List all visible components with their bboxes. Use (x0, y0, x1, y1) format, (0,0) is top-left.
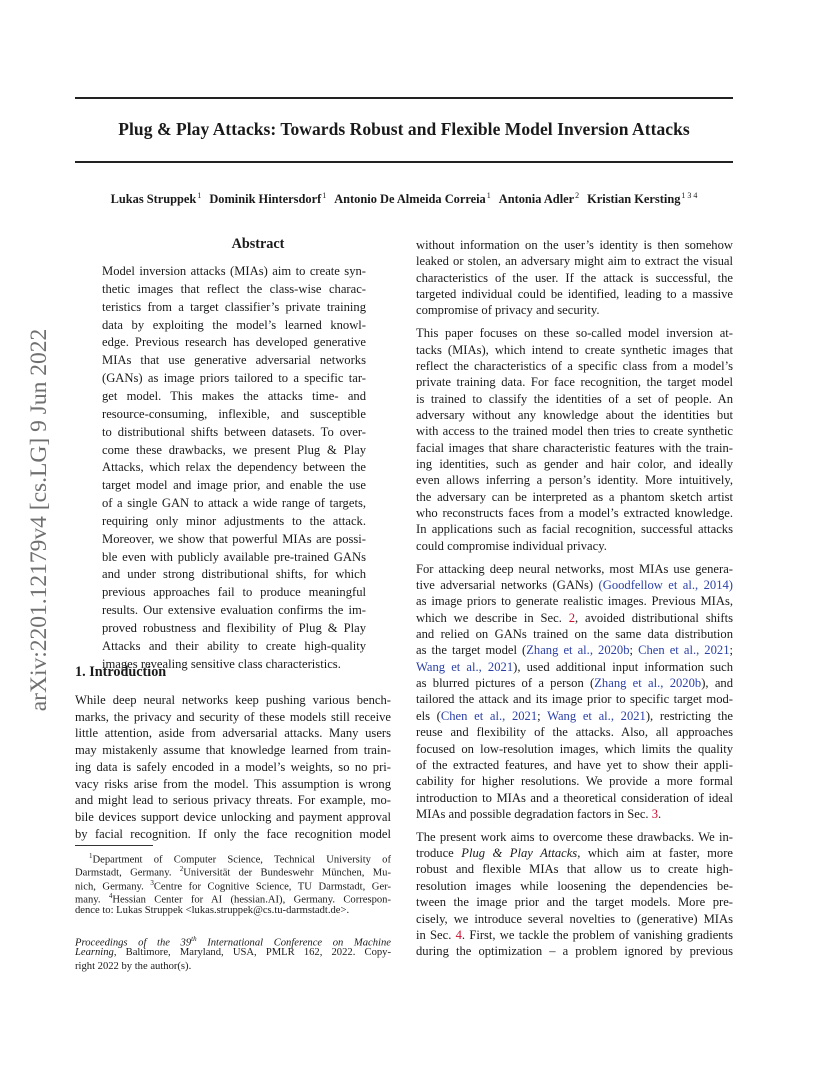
section-reference-link[interactable]: 2 (568, 610, 576, 625)
section-reference-link[interactable]: 4 (455, 927, 462, 942)
text-line: may mistakenly assume that knowledge learned from train- (75, 743, 391, 758)
text-span: characteristics of the user. If the attack is successful, the (416, 270, 733, 285)
text-line: previous approaches fail to produce meaningful (102, 585, 366, 600)
text-line (416, 742, 733, 757)
text-span: , Baltimore, Maryland, USA, PMLR 162, 2022. Copy- (113, 947, 391, 959)
author-name-text: Kristian Kersting (587, 192, 681, 207)
text-span: tailored the attack and its image prior to specific target mod- (416, 692, 733, 707)
text-line: requiring only minor adjustments to the attack. (102, 513, 366, 528)
text-line: Attacks and their ability to create high-quality (102, 638, 366, 653)
text-line: ing data is safely encoded in a model’s weights, so no pri- (75, 759, 391, 774)
text-line (416, 879, 733, 894)
text-span: resolution images while loosening the dependencies be- (416, 878, 733, 893)
text-line: marks, the privacy and security of these models still receive (75, 709, 391, 724)
text-span: as image priors to generate realistic images. Previous MIAs, (416, 594, 733, 609)
text-span: right 2022 by the author(s). (75, 960, 192, 972)
text-span: 1 (89, 852, 93, 860)
text-line (416, 643, 733, 658)
text-line: (GANs) as image priors tailored to a specific tar- (102, 371, 366, 386)
text-line (416, 522, 733, 537)
author-name (587, 192, 697, 206)
text-span: 3 (150, 878, 154, 887)
affiliation-marker: 1 3 4 (681, 191, 698, 200)
text-line (416, 473, 733, 488)
affiliation-marker: 2 (575, 191, 580, 200)
text-span: adversary without any knowledge about the identities but (416, 408, 733, 422)
text-line (416, 441, 733, 456)
text-line (416, 457, 733, 472)
text-line (416, 359, 733, 374)
text-line: Attacks, which relax the dependency between the (102, 460, 366, 475)
text-line (416, 343, 733, 358)
text-span: the adversary can be interpreted as a phantom sketch artist (416, 489, 733, 504)
text-span: This paper focuses on these so-called model inversion at- (416, 326, 733, 341)
text-line (416, 271, 733, 286)
text-line: ble even with publicly available pre-trained GANs (102, 549, 366, 564)
text-span: For attacking deep neural networks, most MIAs use genera- (416, 561, 733, 576)
text-span: could compromise individual privacy. (416, 538, 607, 553)
text-line: come these drawbacks, we present Plug & Play (102, 442, 366, 457)
section-heading-introduction: 1. Introduction (75, 664, 167, 680)
text-span: introduction to MIAs and a theoretical consideration of ideal (416, 790, 733, 805)
text-line (416, 758, 733, 773)
text-span: 4 (108, 892, 113, 901)
text-line (416, 303, 733, 318)
text-line (416, 928, 733, 943)
author-name (499, 192, 579, 206)
text-span: ; (629, 643, 639, 658)
author-name (209, 192, 326, 206)
text-span: , which aim at faster, more (577, 846, 733, 861)
text-line: thetic images that reflect the class-wise charac- (102, 281, 366, 296)
section-reference-link[interactable]: 3 (651, 806, 659, 821)
text-line (416, 660, 733, 675)
text-line (416, 944, 733, 959)
citation-link[interactable]: Wang et al., 2021 (547, 708, 646, 723)
text-span: , avoided distributional shifts (575, 610, 733, 625)
text-line (416, 830, 733, 845)
text-line: bile devices support device unlocking and payment approval (75, 809, 391, 824)
text-line: MIAs that use generative adversarial networks (102, 353, 366, 368)
paper-title: Plug & Play Attacks: Towards Robust and Flexible Model Inversion Attacks (118, 119, 690, 139)
text-span: The present work aims to overcome these drawbacks. We in- (416, 829, 733, 844)
text-line (416, 562, 733, 577)
text-span: 2 (179, 865, 184, 874)
text-line (416, 676, 733, 691)
text-line: vacy risks arise from the model. This assumption is wrong (75, 776, 391, 791)
text-span: ), restricting the (645, 708, 733, 723)
text-line (416, 862, 733, 877)
text-span: as blurred pictures of a person ( (416, 676, 595, 691)
text-span: els ( (416, 708, 441, 723)
citation-link[interactable]: Chen et al., 2021 (440, 708, 538, 723)
text-line: images revealing sensitive class characteristics. (102, 656, 341, 671)
text-span: tacks (MIAs), which intend to create synthetic images that (416, 342, 733, 357)
title-bottom-rule (75, 161, 733, 163)
footnote-rule (75, 845, 153, 846)
citation-link[interactable]: Wang et al., 2021 (416, 659, 514, 674)
text-line (416, 807, 733, 822)
text-span: robust and flexible MIAs that allow us to create high- (416, 862, 733, 877)
text-line (416, 578, 733, 593)
citation-link[interactable]: (Goodfellow et al., 2014) (598, 578, 733, 592)
footnote-line (75, 904, 391, 917)
arxiv-identifier[interactable]: arXiv:2201.12179v4 [cs.LG] 9 Jun 2022 (26, 328, 52, 712)
text-line: data by exploiting the model’s learned knowl- (102, 317, 366, 332)
author-name-text: Dominik Hintersdorf (209, 192, 322, 207)
text-line (416, 238, 733, 253)
text-span: Proceedings of the (75, 937, 181, 949)
proceedings-line (75, 960, 391, 973)
text-span: facial images that share characteristic features with the train- (416, 440, 733, 455)
text-line: While deep neural networks keep pushing various bench- (75, 693, 391, 707)
affiliation-marker: 1 (322, 191, 327, 200)
author-name (334, 192, 491, 206)
text-line (416, 611, 733, 626)
text-span: Universität der Bundeswehr München, Mu- (183, 867, 391, 879)
text-line (416, 539, 733, 554)
text-line: target model and image prior, and enable the use (102, 478, 366, 493)
text-line (416, 506, 733, 521)
text-span: International Conference on Machine (196, 937, 391, 949)
citation-link[interactable]: Zhang et al., 2020b (594, 676, 702, 691)
text-span: ), used additional input information such (513, 659, 733, 674)
text-line: and under strong distributional shifts, for which (102, 567, 366, 582)
abstract-heading: Abstract (231, 236, 285, 252)
text-span: Learning (75, 947, 114, 959)
text-line (416, 895, 733, 910)
text-line: get model. This makes the attacks time- and (102, 388, 366, 403)
author-name-text: Lukas Struppek (110, 192, 197, 207)
text-line (416, 392, 733, 407)
text-span: ), and (701, 676, 734, 691)
text-span: compromise of privacy and security. (416, 303, 600, 318)
text-span: reflect the characteristics of a specific class from a model’s (416, 358, 733, 373)
text-span: reuse and flexibility of the attacks. Also, all approaches (416, 725, 733, 740)
text-line: little attention, aside from adversarial attacks. Many users (75, 726, 391, 741)
text-line (416, 594, 733, 609)
author-name-text: Antonio De Almeida Correia (334, 192, 486, 207)
text-span: MIAs and possible degradation factors in Sec. (416, 806, 652, 821)
proceedings-line (75, 946, 391, 959)
text-span: ; (537, 708, 548, 723)
text-line: resource-consuming, inflexible, and susceptible (102, 406, 366, 421)
text-span: who reconstructs faces from a model’s extracted knowledge. (416, 506, 733, 521)
text-line: results. Our extensive evaluation confirms the im- (102, 603, 366, 618)
text-line (416, 912, 733, 927)
text-span: targeted individual could be identified, leading to a massive (416, 287, 733, 302)
author-name (111, 192, 202, 206)
text-span: many. (75, 894, 109, 906)
text-span: without information on the user’s identity is then somehow (416, 238, 733, 252)
author-list (75, 191, 733, 207)
text-span: private training data. For face recognition, the target model (416, 375, 733, 390)
text-span: focused on low-resolution images, which limits the quality (416, 741, 733, 756)
text-span: leaked or stolen, an adversary might aim to extract the visual (416, 254, 733, 269)
title-top-rule (75, 97, 733, 99)
text-span: cability for higher resolutions. We provide a more formal (416, 774, 733, 789)
text-line (416, 490, 733, 505)
text-span: Department of Computer Science, Technical University of (92, 854, 391, 866)
text-span: th (191, 935, 197, 943)
text-span: cisely, we introduce several novelties to (generative) MIAs (416, 911, 733, 926)
text-span: . First, we tackle the problem of vanishing gradients (461, 927, 733, 942)
text-line: to distributional shifts between datasets. To over- (102, 424, 366, 439)
text-line (416, 627, 733, 642)
text-line: of a single GAN to attack a wide range of targets, (102, 496, 366, 511)
text-span: during the optimization – a problem ignored by previous (416, 944, 733, 959)
affiliation-marker: 1 (197, 191, 202, 200)
text-span: Centre for Cognitive Science, TU Darmstadt, Ger- (153, 881, 391, 893)
text-span: of the extracted features, and have yet to show their appli- (416, 757, 733, 772)
text-line (416, 375, 733, 390)
text-line: and might lead to serious privacy threats. For example, mo- (75, 793, 391, 808)
text-span: Hessian Center for AI (hessian.AI), Germany. Correspon- (112, 894, 391, 906)
text-line: edge. Previous research has developed generative (102, 335, 366, 350)
text-line (416, 791, 733, 806)
text-line: Model inversion attacks (MIAs) aim to create syn- (102, 264, 366, 278)
text-span: and relied on GANs trained on the same data distribution (416, 627, 733, 642)
citation-link[interactable]: Chen et al., 2021 (638, 643, 730, 658)
text-span: which we describe in Sec. (416, 610, 569, 625)
author-name-text: Antonia Adler (498, 192, 575, 207)
text-span: In applications such as facial recognition, successful attacks (416, 522, 733, 537)
text-span: dence to: Lukas Struppek <lukas.struppek@cs.tu-darmstadt.de>. (75, 904, 350, 916)
text-line (416, 424, 733, 439)
text-span: 39 (180, 937, 192, 949)
text-span: Darmstadt, Germany. (75, 867, 180, 879)
text-line (416, 326, 733, 341)
text-span: ing identities, such as gender and hair color, and ideally (416, 457, 733, 472)
text-span: as the target model ( (416, 643, 527, 658)
text-span: with access to the trained model then tries to create synthetic (416, 424, 733, 439)
text-span: is trained to classify the identities of a set of people. An (416, 391, 733, 406)
text-span: troduce (416, 846, 462, 861)
text-line (416, 254, 733, 269)
text-line (416, 725, 733, 740)
text-line: teristics from a target classifier’s private training (102, 299, 366, 314)
text-span: tween the image prior and the target models. More pre- (416, 895, 733, 910)
text-line (416, 408, 733, 423)
text-span: tive adversarial networks (GANs) (416, 578, 599, 592)
text-span: ; (729, 643, 733, 658)
text-line: Moreover, we show that powerful MIAs are possi- (102, 531, 366, 546)
text-span: . (658, 806, 662, 821)
text-line: proved robustness and flexibility of Plug & Play (102, 621, 366, 635)
text-span: even allows inferring a person’s identity. More intuitively, (416, 473, 733, 488)
text-span: nich, Germany. (75, 881, 151, 893)
text-line (416, 709, 733, 724)
text-line (416, 774, 733, 789)
text-line (416, 846, 733, 861)
text-line: by facial recognition. If only the face recognition model (75, 826, 391, 841)
text-span: in Sec. (416, 927, 456, 942)
text-line (416, 692, 733, 707)
affiliation-marker: 1 (486, 191, 491, 200)
text-line (416, 287, 733, 302)
text-span: Plug & Play Attacks (461, 846, 578, 861)
citation-link[interactable]: Zhang et al., 2020b (526, 643, 630, 658)
